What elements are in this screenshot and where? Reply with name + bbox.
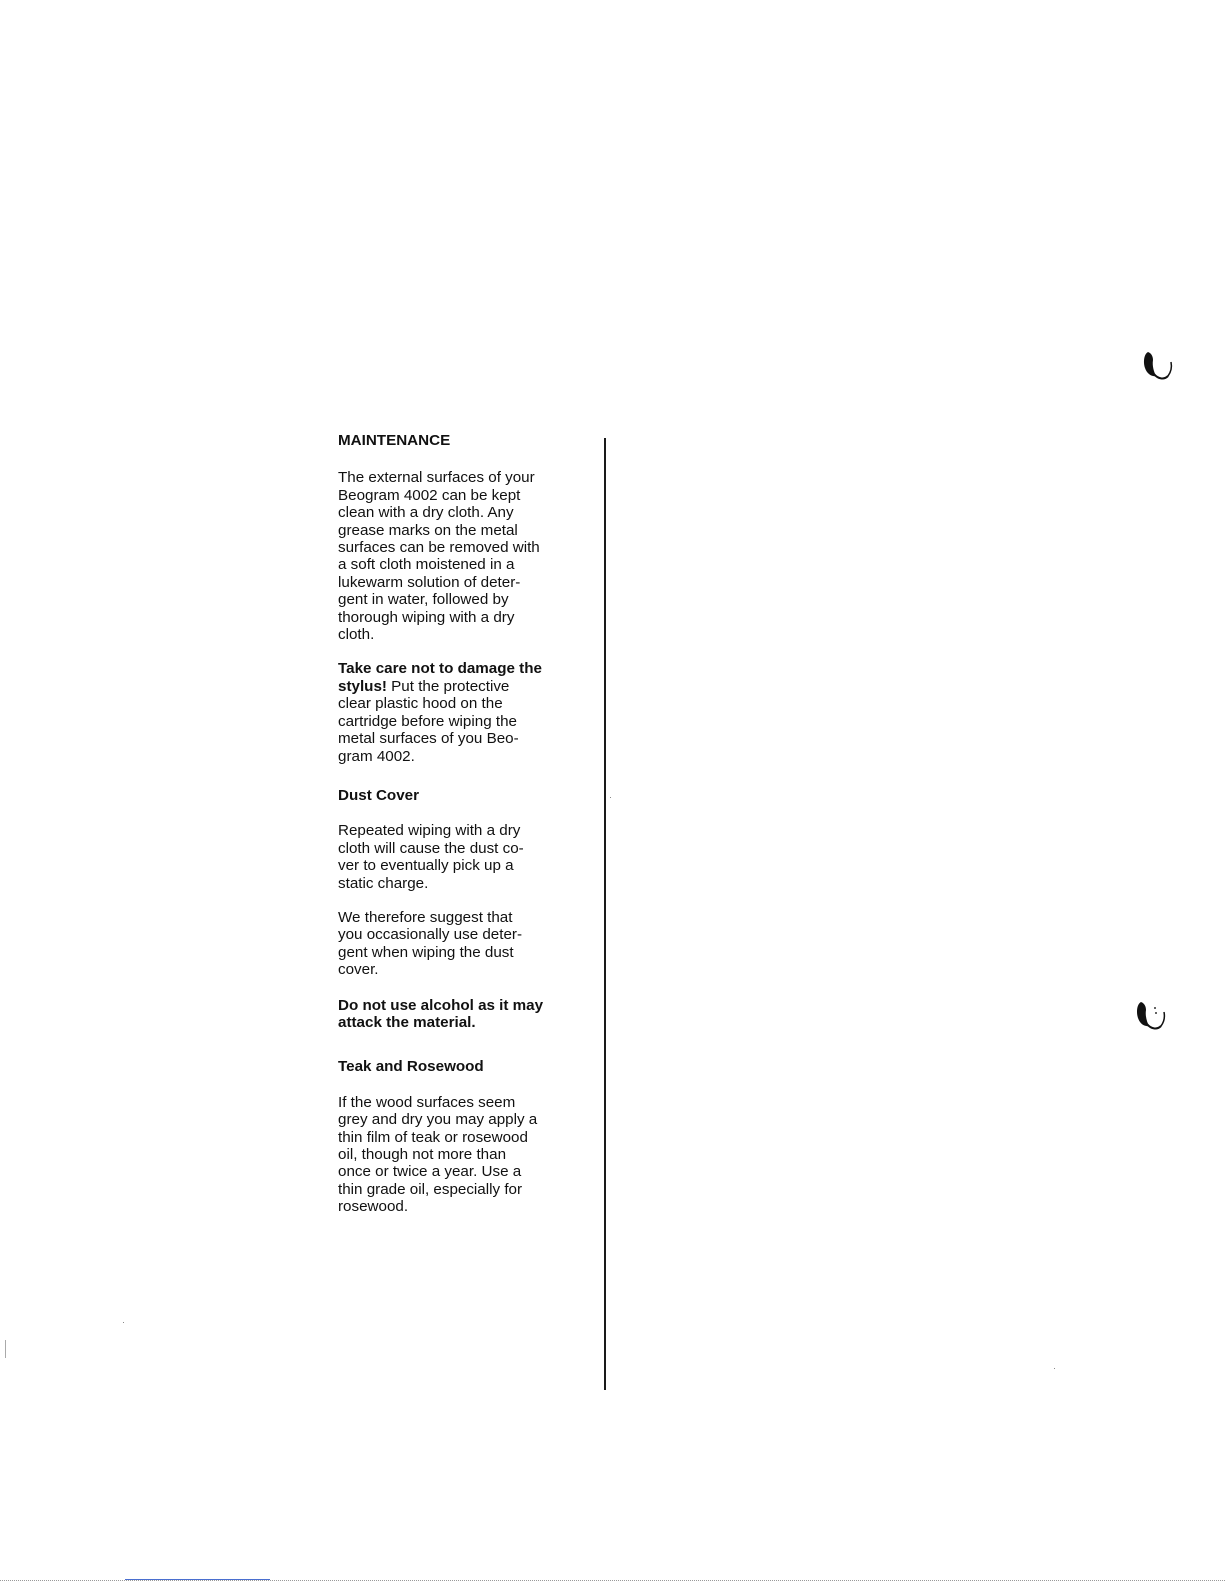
scan-speck <box>5 1340 6 1358</box>
dust-cover-paragraph-1 <box>338 822 596 892</box>
warning-line-bold: attack the material. <box>338 1013 476 1031</box>
text-line: ver to eventually pick up a <box>338 857 514 875</box>
warning-line-bold: Take care not to damage the <box>338 660 542 678</box>
binder-hole-mark <box>1140 350 1180 389</box>
text-line: thin grade oil, especially for <box>338 1180 523 1198</box>
bottom-edge-rule <box>0 1580 1225 1581</box>
stylus-emphasis: stylus! <box>338 677 387 695</box>
maintenance-heading: MAINTENANCE <box>338 432 451 449</box>
text-column <box>338 432 596 1216</box>
binder-hole-mark <box>1133 1000 1173 1039</box>
text-line: static charge. <box>338 874 429 892</box>
text-line: If the wood surfaces seem <box>338 1093 516 1111</box>
text-line: surfaces can be removed with <box>338 539 540 557</box>
text-line: clear plastic hood on the <box>338 695 503 713</box>
scan-speck <box>123 1322 124 1323</box>
teak-rosewood-heading: Teak and Rosewood <box>338 1058 484 1076</box>
text-line: once or twice a year. Use a <box>338 1163 522 1181</box>
text-line <box>338 678 596 695</box>
text-line: grey and dry you may apply a <box>338 1111 538 1129</box>
text-line: thin film of teak or rosewood <box>338 1128 528 1146</box>
text-line: grease marks on the metal <box>338 521 518 539</box>
dust-cover-heading: Dust Cover <box>338 786 420 804</box>
text-line: The external surfaces of your <box>338 469 535 487</box>
scan-speck <box>610 797 611 798</box>
text-line: a soft cloth moistened in a <box>338 556 515 574</box>
text-line: oil, though not more than <box>338 1146 507 1163</box>
text-line: gent in water, followed by <box>338 591 509 609</box>
stylus-warning-paragraph <box>338 660 596 764</box>
text-line: gent when wiping the dust <box>338 943 514 961</box>
text-line: Beogram 4002 can be kept <box>338 486 521 504</box>
text-line: We therefore suggest that <box>338 908 513 926</box>
text-line: cartridge before wiping the <box>338 712 517 730</box>
teak-rosewood-paragraph <box>338 1094 596 1216</box>
text-line: cloth. <box>338 626 375 644</box>
text-line: lukewarm solution of deter- <box>338 573 521 591</box>
text-line: Repeated wiping with a dry <box>338 822 521 840</box>
text-line: metal surfaces of you Beo- <box>338 730 519 748</box>
text-fragment: Put the protective <box>386 677 510 695</box>
text-line: rosewood. <box>338 1198 409 1216</box>
bottom-edge-accent <box>125 1579 270 1580</box>
text-line: gram 4002. <box>338 747 415 765</box>
alcohol-warning-paragraph <box>338 997 596 1032</box>
maintenance-intro-paragraph <box>338 469 596 643</box>
warning-line-bold: Do not use alcohol as it may <box>338 996 544 1014</box>
dust-cover-paragraph-2 <box>338 909 596 979</box>
text-line: clean with a dry cloth. Any <box>338 504 514 522</box>
column-divider <box>604 438 606 1390</box>
text-line: cloth will cause the dust co- <box>338 839 524 857</box>
text-line: you occasionally use deter- <box>338 926 523 944</box>
text-line: thorough wiping with a dry <box>338 608 515 626</box>
scan-speck <box>1054 1368 1055 1369</box>
text-line: cover. <box>338 961 379 979</box>
